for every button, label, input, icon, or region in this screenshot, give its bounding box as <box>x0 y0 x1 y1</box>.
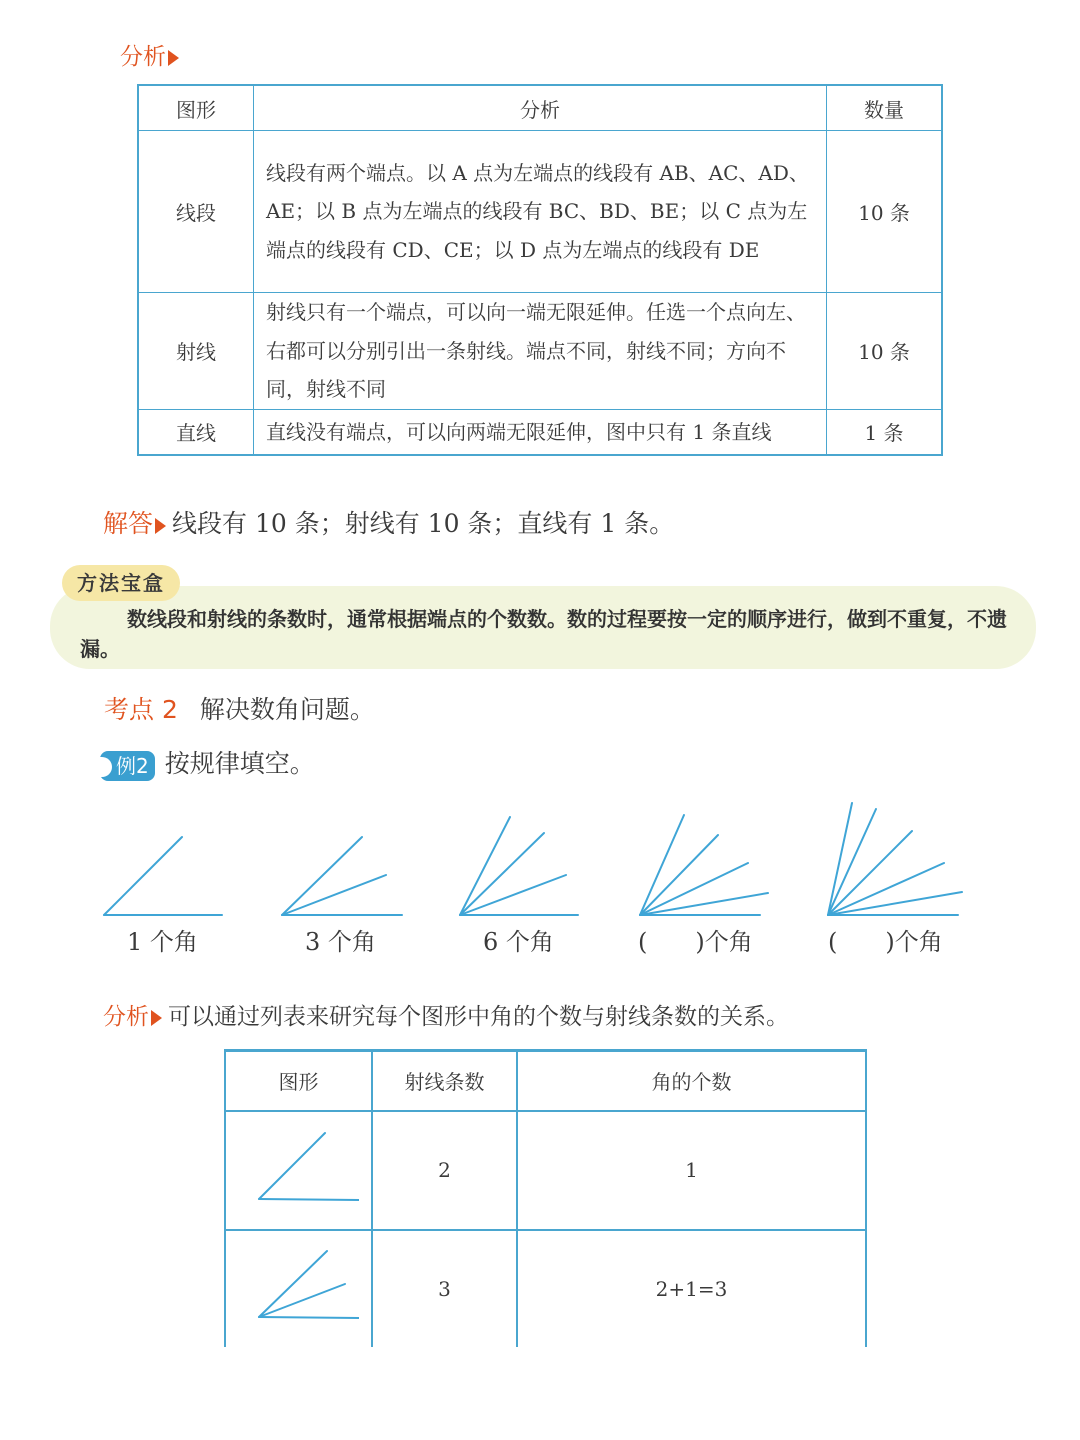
row-angles: 2+1=3 <box>517 1230 866 1347</box>
caption-5-blank: ( )个角 <box>828 928 943 956</box>
caption-3: 6 个角 <box>483 928 554 956</box>
analysis2-text: 可以通过列表来研究每个图形中角的个数与射线条数的关系。 <box>168 1004 789 1030</box>
row-analysis: 线段有两个端点。以 A 点为左端点的线段有 AB、AC、AD、AE；以 B 点为左端点的线段有 BC、BD、BE；以 C 点为左端点的线段有 CD、CE；以 D 点为左端点的线段有 DE <box>254 131 827 293</box>
analysis2-label: 分析 <box>103 1004 149 1030</box>
segment-ray-line-table <box>137 84 943 456</box>
header-count: 数量 <box>827 85 943 131</box>
ray <box>259 1199 359 1200</box>
row-shape: 线段 <box>138 131 254 293</box>
badge-dot-icon <box>100 757 112 777</box>
header-rays: 射线条数 <box>372 1051 517 1111</box>
row-analysis: 射线只有一个端点，可以向一端无限延伸。任选一个点向左、右都可以分别引出一条射线。端点不同，射线不同；方向不同，射线不同 <box>254 293 827 410</box>
ray <box>259 1133 325 1199</box>
table-row <box>138 409 942 455</box>
header-angles: 角的个数 <box>517 1051 866 1111</box>
key-point <box>104 690 375 726</box>
angle-figures <box>0 795 1080 925</box>
caption-2: 3 个角 <box>305 928 376 956</box>
caption-4-blank: ( )个角 <box>638 928 753 956</box>
triangle-icon <box>151 1010 162 1026</box>
angle-figure-1-ray-2 <box>104 837 182 915</box>
table-row <box>138 293 942 410</box>
key-point-text: 解决数角问题。 <box>199 695 375 724</box>
key-point-label: 考点 2 <box>104 695 178 724</box>
table-row <box>225 1230 866 1347</box>
header-analysis: 分析 <box>254 85 827 131</box>
answer-line <box>103 504 674 540</box>
row-figure <box>225 1111 372 1230</box>
analysis2-line <box>103 998 789 1031</box>
angle-count-table <box>224 1049 867 1347</box>
row-rays: 2 <box>372 1111 517 1230</box>
answer-text: 线段有 10 条；射线有 10 条；直线有 1 条。 <box>172 509 675 538</box>
header-shape: 图形 <box>138 85 254 131</box>
triangle-icon <box>168 50 179 66</box>
header-shape: 图形 <box>225 1051 372 1111</box>
row-count: 1 条 <box>827 409 943 455</box>
row-analysis: 直线没有端点，可以向两端无限延伸，图中只有 1 条直线 <box>254 409 827 455</box>
row-figure <box>225 1230 372 1347</box>
method-text: 数线段和射线的条数时，通常根据端点的个数数。数的过程要按一定的顺序进行，做到不重复，不遗漏。 <box>80 607 1007 661</box>
analysis-label: 分析 <box>120 38 179 71</box>
method-title: 方法宝盒 <box>62 565 180 601</box>
ray <box>259 1284 345 1317</box>
row-shape: 直线 <box>138 409 254 455</box>
row-angles: 1 <box>517 1111 866 1230</box>
angle-figure-5-ray-5 <box>828 809 876 915</box>
ray <box>259 1251 327 1317</box>
row-count: 10 条 <box>827 131 943 293</box>
row-rays: 3 <box>372 1230 517 1347</box>
ray <box>259 1317 359 1318</box>
table-row <box>225 1111 866 1230</box>
example-text: 按规律填空。 <box>164 749 315 778</box>
row-count: 10 条 <box>827 293 943 410</box>
angle-figure-2-ray-2 <box>282 875 386 915</box>
triangle-icon <box>155 518 166 534</box>
table-row <box>138 131 942 293</box>
angle-figure-3-ray-2 <box>460 875 566 915</box>
angle-figure-4-ray-3 <box>640 863 748 915</box>
angle-figure-5-ray-3 <box>828 863 944 915</box>
row-shape: 射线 <box>138 293 254 410</box>
answer-label: 解答 <box>103 509 154 538</box>
angle-figure-3-ray-4 <box>460 817 510 915</box>
angle-figure-5-ray-6 <box>828 803 852 915</box>
angle-figure-3-ray-3 <box>460 833 544 915</box>
angle-figure-2-ray-3 <box>282 837 362 915</box>
caption-1: 1 个角 <box>127 928 198 956</box>
angle-figure-4-ray-5 <box>640 815 684 915</box>
example-badge: 例2 <box>100 751 155 781</box>
angle-figure-3-rays <box>239 1241 359 1331</box>
example-line <box>100 744 315 781</box>
table-header-row <box>138 85 942 131</box>
angle-figure-2-rays <box>239 1123 359 1213</box>
table-header-row <box>225 1051 866 1111</box>
